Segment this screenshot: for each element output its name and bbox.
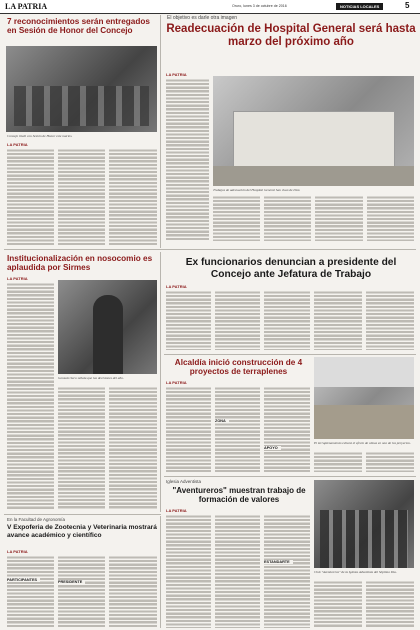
- art2-col-4: [315, 195, 363, 241]
- art7-subhead: ESTANDARTE: [264, 560, 293, 564]
- art7-headline: "Aventureros" muestran trabajo de formación de valores: [172, 486, 306, 505]
- art7-col-3: [264, 514, 310, 628]
- paper-name: LA PATRIA: [5, 2, 48, 11]
- art4-tag: LA PATRIA: [166, 284, 187, 289]
- art3-col-3: [109, 386, 157, 510]
- divider: [160, 516, 161, 628]
- art5-col-5: [366, 451, 414, 472]
- art6-col-2: [58, 555, 105, 627]
- art5-photo-sky: [314, 357, 414, 387]
- art2-col-1: [166, 78, 209, 241]
- art3-col-1: [7, 282, 54, 510]
- art2-photo-building: [233, 111, 395, 168]
- art5-col-1: [166, 386, 211, 472]
- page-number: 5: [405, 1, 410, 10]
- art2-caption: Trabajos de adecuación del Hospital General San Juan de Dios: [213, 188, 300, 192]
- art3-col-2: [58, 386, 105, 510]
- art5-photo-field: [314, 405, 414, 439]
- art3-tag: LA PATRIA: [7, 276, 28, 281]
- art7-col-5: [366, 580, 414, 628]
- art2-kicker: El objetivo es darle otra imagen: [167, 15, 238, 21]
- art3-photo-person: [93, 295, 123, 374]
- section-label: NOTICIAS LOCALES: [336, 3, 383, 10]
- art1-col-2: [58, 148, 105, 245]
- art1-tag: LA PATRIA: [7, 142, 28, 147]
- art4-col-2: [215, 290, 260, 350]
- art7-col-1: [166, 514, 211, 628]
- art6-col-3: [109, 555, 157, 627]
- art1-caption: Consejo tituló con Sesión de Honor este martes.: [7, 134, 73, 138]
- art7-col-2: [215, 514, 260, 628]
- art2-col-5: [367, 195, 414, 241]
- art5-headline: Alcaldía inició construcción de 4 proyectos de terraplenes: [174, 358, 303, 377]
- art2-headline: Readecuación de Hospital General será hasta marzo del próximo año: [166, 23, 416, 48]
- art1-photo: [6, 46, 157, 132]
- art6-kicker: En la Facultad de Agronomía: [7, 517, 66, 522]
- art5-col-2: [215, 386, 260, 472]
- art7-col-4: [314, 580, 362, 628]
- art5-caption: El terraplenamiento evitará el efecto de olmas en uno de los proyectos.: [314, 441, 411, 445]
- art2-col-2: [213, 195, 260, 241]
- art5-subhead-2: APOYO: [264, 446, 281, 450]
- art1-headline: 7 reconocimientos serán entregados en Sesión de Honor del Concejo: [7, 17, 150, 35]
- art6-col-1: [7, 555, 54, 627]
- art6-subhead-2: PRESIDENTE: [58, 580, 85, 584]
- art7-photo-group: [320, 510, 408, 568]
- art3-caption: Gonzalo Seco señala que las decisiones del año.: [58, 376, 124, 380]
- art4-col-1: [166, 290, 211, 350]
- art6-subhead: PARTICIPANTES: [7, 578, 40, 582]
- art3-headline: Institucionalización en nosocomio es aplaudida por Sirmes: [7, 254, 153, 272]
- art7-caption: Club "Aventureros" de la Iglesia Adventista del Séptimo Día.: [314, 570, 397, 574]
- issue-date: Oruro, lunes 3 de octubre de 2016: [232, 4, 287, 8]
- art7-kicker: Iglesia Adventista: [166, 479, 202, 484]
- art5-tag: LA PATRIA: [166, 380, 187, 385]
- art4-headline: Ex funcionarios denuncian a presidente del Concejo ante Jefatura de Trabajo: [185, 257, 397, 280]
- divider: [160, 252, 161, 512]
- art1-col-1: [7, 148, 54, 245]
- art2-photo-ground: [213, 166, 414, 186]
- art4-col-5: [366, 290, 414, 350]
- divider: [164, 354, 416, 355]
- divider: [4, 249, 416, 250]
- art7-tag: LA PATRIA: [166, 508, 187, 513]
- art7-photo: [314, 480, 414, 568]
- art4-col-3: [264, 290, 310, 350]
- divider: [160, 15, 161, 248]
- art2-photo: [213, 76, 414, 186]
- art5-subhead: ZONA: [215, 419, 229, 423]
- masthead: [0, 0, 420, 14]
- art5-col-4: [314, 451, 362, 472]
- divider: [4, 514, 161, 515]
- art5-photo: [314, 357, 414, 439]
- art1-col-3: [109, 148, 157, 245]
- art2-col-3: [264, 195, 311, 241]
- art6-headline: V Expoferia de Zootecnia y Veterinaria mostrará avance académico y científico: [7, 524, 157, 539]
- art6-tag: LA PATRIA: [7, 549, 28, 554]
- art3-photo: [58, 280, 157, 374]
- art1-photo-people: [14, 86, 149, 126]
- art2-tag: LA PATRIA: [166, 72, 187, 77]
- divider: [164, 476, 416, 477]
- art5-col-3: [264, 386, 310, 472]
- art4-col-4: [314, 290, 362, 350]
